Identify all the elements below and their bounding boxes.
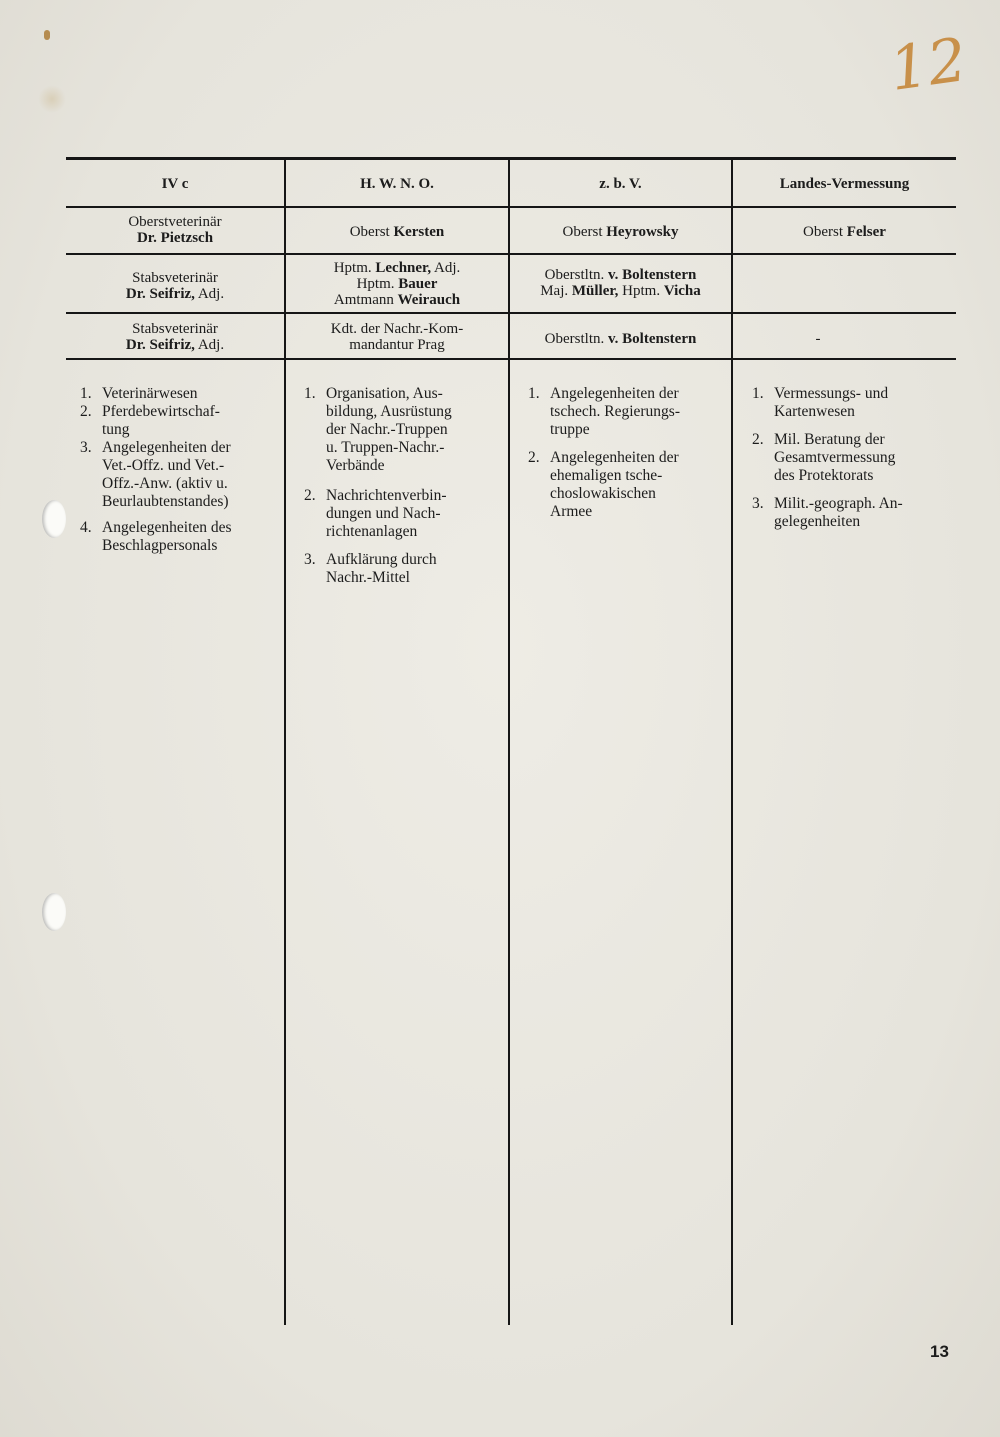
duty-item: 3. Aufklärung durch Nachr.-Mittel xyxy=(304,551,437,586)
duty-item: 4. Angelegenheiten des Beschlagpersonals xyxy=(80,519,232,554)
duty-item: 2. Angelegenheiten der ehemaligen tsche- choslowakischen Armee xyxy=(528,449,679,520)
table-top-rule xyxy=(66,157,956,160)
chief-hwno: Oberst Kersten xyxy=(349,224,445,240)
representative-hwno: Kdt. der Nachr.-Kom- mandantur Prag xyxy=(330,321,464,353)
duty-item: 1. Organisation, Aus- bildung, Ausrüstung der Nachr.-Truppen u. Truppen-Nachr.- Verbände xyxy=(304,385,452,474)
deputy-zbv: Oberstltn. v. Boltenstern Maj. Müller, Hptm. Vicha xyxy=(540,267,701,299)
row-rule-header xyxy=(66,206,956,208)
row-rule-representative xyxy=(66,358,956,360)
deputy-hwno: Hptm. Lechner, Adj. Hptm. Bauer Amtmann Weirauch xyxy=(333,260,461,308)
duty-item: 1. Angelegenheiten der tschech. Regierungs- truppe xyxy=(528,385,680,438)
ink-spot xyxy=(44,30,50,40)
representative-zbv: Oberstltn. v. Boltenstern xyxy=(544,331,697,347)
representative-iv-c: Stabsveterinär Dr. Seifriz, Adj. xyxy=(125,321,225,353)
punch-hole-upper xyxy=(42,500,66,538)
row-rule-deputy xyxy=(66,312,956,314)
duty-item: 2. Pferdebewirtschaf- tung xyxy=(80,403,220,438)
chief-landes-vermessung: Oberst Felser xyxy=(803,224,886,240)
chief-zbv: Oberst Heyrowsky xyxy=(562,224,679,240)
deputy-iv-c: Stabsveterinär Dr. Seifriz, Adj. xyxy=(125,270,225,302)
duty-item: 2. Mil. Beratung der Gesamtvermessung des Protektorats xyxy=(752,431,896,484)
duties-iv-c xyxy=(80,385,266,555)
column-header-zbv: z. b. V. xyxy=(599,176,642,192)
punch-hole-lower xyxy=(42,893,66,931)
paper-stain xyxy=(38,85,66,113)
duty-item: 3. Milit.-geograph. An- gelegenheiten xyxy=(752,495,903,530)
row-rule-chief xyxy=(66,253,956,255)
duty-item: 3. Angelegenheiten der Vet.-Offz. und Vet.- Offz.-Anw. (aktiv u. Beurlaubtenstandes) xyxy=(80,439,231,510)
column-header-hwno: H. W. N. O. xyxy=(360,176,434,192)
duties-landes-vermessung xyxy=(752,385,935,531)
page-number: 13 xyxy=(930,1342,949,1361)
duty-item: 1. Veterinärwesen xyxy=(80,385,198,402)
duties-zbv xyxy=(528,385,718,521)
duties-hwno xyxy=(304,385,488,587)
chief-iv-c: Oberstveterinär Dr. Pietzsch xyxy=(128,214,222,246)
duty-item: 1. Vermessungs- und Kartenwesen xyxy=(752,385,889,420)
column-header-landes-vermessung: Landes-Vermessung xyxy=(779,176,910,192)
duty-item: 2. Nachrichtenverbin- dungen und Nach- richtenanlagen xyxy=(304,487,447,540)
handwritten-folio-number: 12 xyxy=(885,25,971,105)
representative-landes-vermessung: - xyxy=(815,331,821,347)
column-header-iv-c: IV c xyxy=(161,176,189,192)
